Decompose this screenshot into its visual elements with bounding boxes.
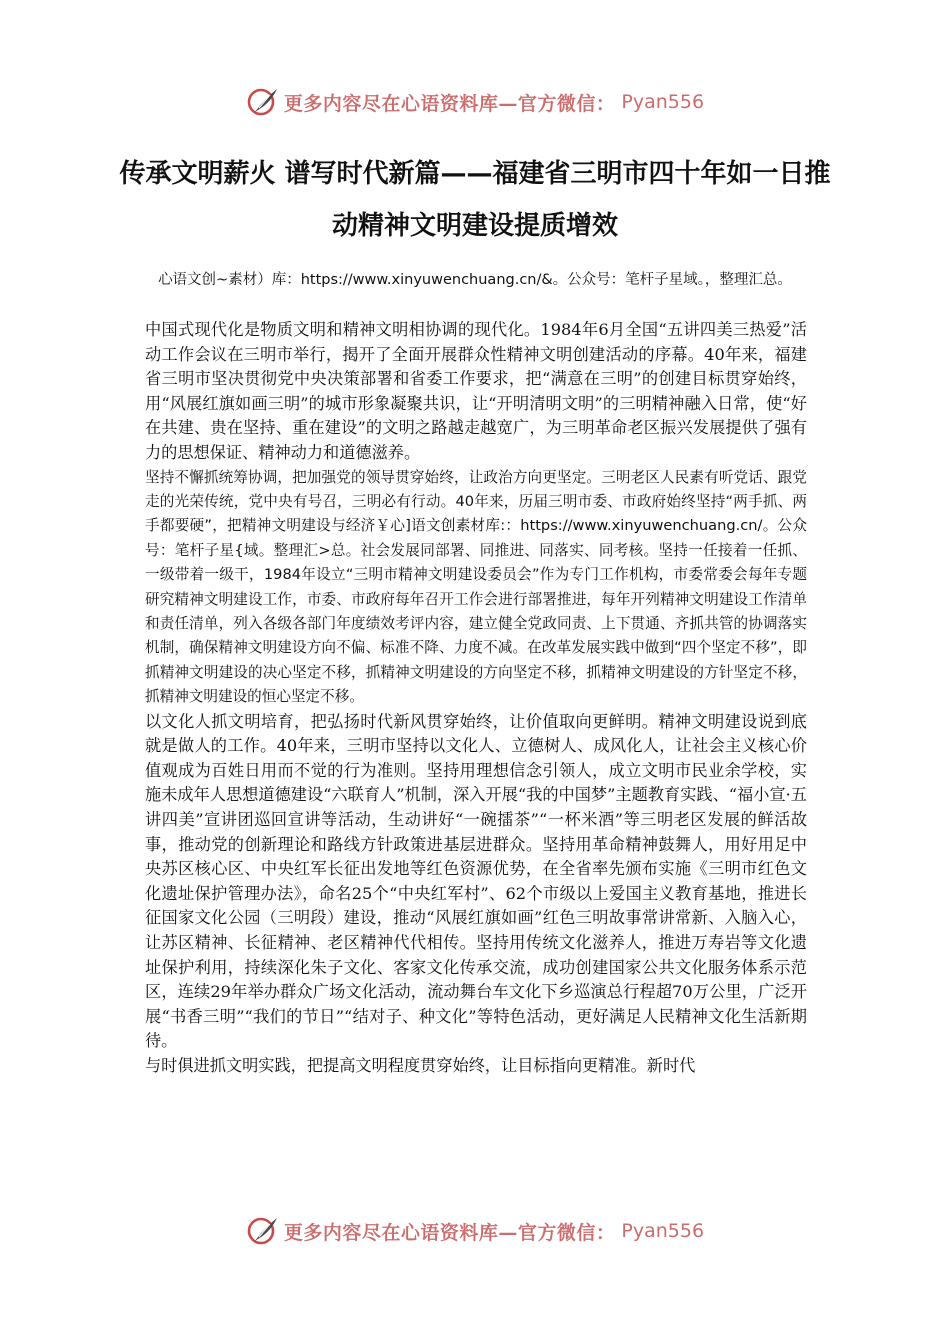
article-title: 传承文明薪火 谱写时代新篇——福建省三明市四十年如一日推动精神文明建设提质增效 <box>119 159 831 241</box>
quill-logo-icon <box>246 85 280 119</box>
footer-banner <box>0 1211 950 1251</box>
source-note: 心语文创~素材）库：https://www.xinyuwenchuang.cn/&。公众号：笔杆子星域。，整理汇总。 <box>158 272 792 288</box>
article-body <box>145 318 807 1079</box>
banner-handle: Pyan556 <box>621 1220 705 1242</box>
header-banner <box>0 82 950 122</box>
banner-text: 更多内容尽在心语资料库—官方微信： <box>283 1221 616 1244</box>
paragraph-party-leadership: 坚持不懈抓统筹协调，把加强党的领导贯穿始终，让政治方向更坚定。三明老区人民素有听党话、跟党走的光荣传统，党中央有号召，三明必有行动。40年来，历届三明市委、市政府始终坚持“两手抓、两手都要硬”，把精神文明建设与经济￥心]语文创素材库:：https://www.xinyuwenchuang.cn/。公众号：笔杆子星{域。整理汇>总。社会发展同部署、同推进、同落实、同考核。坚持一任接着一任抓、一级带着一级干，1984年设立“三明市精神文明建设委员会”作为专门工作机构，市委常委会每年专题研究精神文明建设工作，市委、市政府每年召开工作会进行部署推进，每年开列精神文明建设工作清单和责任清单，列入各级各部门年度绩效考评内容，建立健全党政同责、上下贯通、齐抓共管的协调落实机制，确保精神文明建设方向不偏、标准不降、力度不减。在改革发展实践中做到“四个坚定不移”，即抓精神文明建设的决心坚定不移，抓精神文明建设的方向坚定不移，抓精神文明建设的方针坚定不移，抓精神文明建设的恒心坚定不移。 <box>145 468 807 706</box>
banner-handle: Pyan556 <box>621 91 705 113</box>
paragraph-intro: 中国式现代化是物质文明和精神文明相协调的现代化。1984年6月全国“五讲四美三热爱”活动工作会议在三明市举行，揭开了全面开展群众性精神文明创建活动的序幕。40年来，福建省三明市坚决贯彻党中央决策部署和省委工作要求，把“满意在三明”的创建目标贯穿始终，用“风展红旗如画三明”的城市形象凝聚共识，让“开明清明文明”的三明精神融入日常，使“好在共建、贵在坚持、重在建设”的文明之路越走越宽广，为三明革命老区振兴发展提供了强有力的思想保证、精神动力和道德滋养。 <box>145 320 807 462</box>
paragraph-culture: 以文化人抓文明培育，把弘扬时代新风贯穿始终，让价值取向更鲜明。精神文明建设说到底就是做人的工作。40年来，三明市坚持以文化人、立德树人、成风化人，让社会主义核心价值观成为百姓日用而不觉的行为准则。坚持用理想信念引领人，成立文明市民业余学校，实施未成年人思想道德建设“六联育人”机制，深入开展“我的中国梦”主题教育实践、“福小宣·五讲四美”宣讲团巡回宣讲等活动，生动讲好“一碗擂茶”“一杯米酒”等三明老区发展的鲜活故事，推动党的创新理论和路线方针政策进基层进群众。坚持用革命精神鼓舞人，用好用足中央苏区核心区、中央红军长征出发地等红色资源优势，在全省率先颁布实施《三明市红色文化遗址保护管理办法》，命名25个“中央红军村”、62个市级以上爱国主义教育基地，推进长征国家文化公园（三明段）建设，推动“风展红旗如画”红色三明故事常讲常新、入脑入心，让苏区精神、长征精神、老区精神代代相传。坚持用传统文化滋养人，推进万寿岩等文化遗址保护利用，持续深化朱子文化、客家文化传承交流，成功创建国家公共文化服务体系示范区，连续29年举办群众广场文化活动，流动舞台车文化下乡巡演总行程超70万公里，广泛开展“书香三明”“我们的节日”“结对子、种文化”等特色活动，更好满足人民精神文化生活新期待。 <box>145 711 807 1051</box>
quill-logo-icon <box>246 1214 280 1248</box>
paragraph-practice: 与时俱进抓文明实践，把提高文明程度贯穿始终，让目标指向更精准。新时代 <box>145 1055 696 1075</box>
banner-text: 更多内容尽在心语资料库—官方微信： <box>283 92 616 115</box>
